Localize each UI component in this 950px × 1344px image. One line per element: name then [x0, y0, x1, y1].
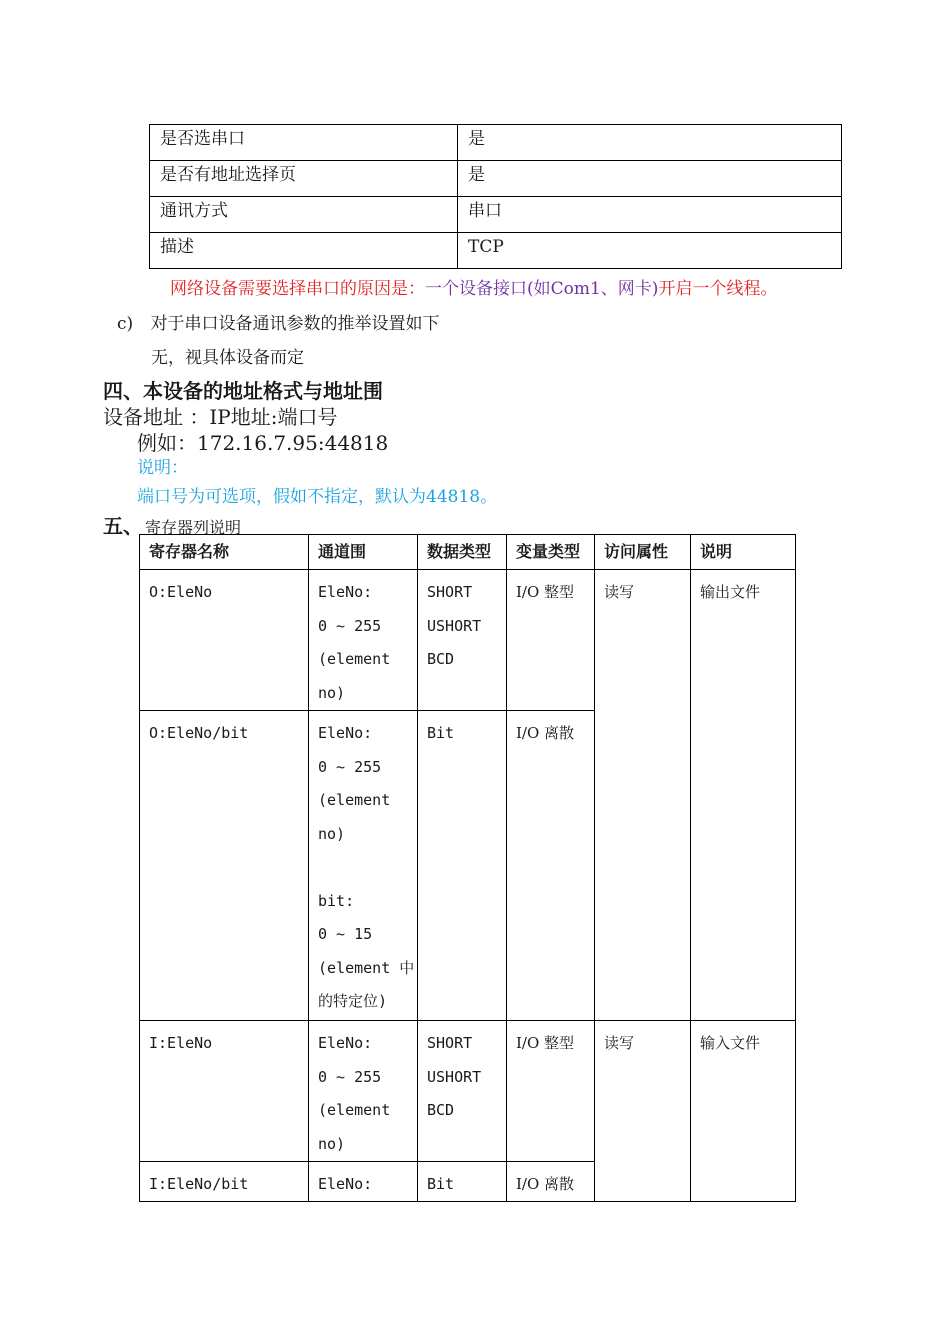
data-type: Bit [418, 1162, 507, 1202]
register-name: I:EleNo [140, 1021, 309, 1162]
section-c-sub: 无，视具体设备而定 [151, 348, 304, 368]
table-row [150, 161, 842, 197]
note-text-red-end: 开启一个线程。 [658, 279, 778, 299]
data-type: SHORT USHORT BCD [418, 1021, 507, 1162]
property-value: 是 [458, 125, 842, 161]
explain-label: 说明： [137, 458, 188, 478]
register-description: 输入文件 [691, 1021, 796, 1202]
property-key: 通讯方式 [150, 197, 458, 233]
table-row [150, 125, 842, 161]
explain-text: 端口号为可选项，假如不指定，默认为44818。 [137, 487, 498, 507]
variable-type: I/O 离散 [507, 711, 595, 1021]
address-example: 例如：172.16.7.95:44818 [137, 431, 389, 455]
channel-range: EleNo: 0 ~ 255 (element no) bit: 0 ~ 15 (element 中 的特定位) [309, 711, 418, 1021]
register-name: O:EleNo/bit [140, 711, 309, 1021]
section-c-line [117, 309, 440, 334]
variable-type: I/O 离散 [507, 1162, 595, 1202]
address-format: 设备地址 ：IP地址:端口号 [103, 405, 338, 429]
serial-port-note [170, 274, 777, 299]
property-value: 串口 [458, 197, 842, 233]
property-key: 是否选串口 [150, 125, 458, 161]
variable-type: I/O 整型 [507, 570, 595, 711]
table-row [150, 197, 842, 233]
register-description: 输出文件 [691, 570, 796, 1021]
section-5-title: 寄存器列说明 [145, 518, 242, 537]
column-header: 通道围 [309, 535, 418, 570]
register-name: I:EleNo/bit [140, 1162, 309, 1202]
column-header: 变量类型 [507, 535, 595, 570]
table-header-row [140, 535, 796, 570]
device-property-table [149, 124, 842, 269]
property-key: 描述 [150, 233, 458, 269]
channel-range: EleNo: [309, 1162, 418, 1202]
property-value: 是 [458, 161, 842, 197]
section-c-label: c) [117, 314, 134, 334]
register-table [139, 534, 796, 1202]
variable-type: I/O 整型 [507, 1021, 595, 1162]
table-row [140, 1021, 796, 1162]
column-header: 说明 [691, 535, 796, 570]
table-row [150, 233, 842, 269]
register-name: O:EleNo [140, 570, 309, 711]
section-4-heading: 四、本设备的地址格式与地址围 [103, 379, 383, 403]
data-type: SHORT USHORT BCD [418, 570, 507, 711]
column-header: 访问属性 [595, 535, 691, 570]
property-value: TCP [458, 233, 842, 269]
channel-range: EleNo: 0 ~ 255 (element no) [309, 570, 418, 711]
access-attribute: 读写 [595, 570, 691, 1021]
data-type: Bit [418, 711, 507, 1021]
section-c-text: 对于串口设备通讯参数的推举设置如下 [150, 314, 440, 334]
section-5-number: 五、 [103, 514, 143, 538]
note-text-red: 网络设备需要选择串口的原因是： [170, 279, 425, 299]
table-row [140, 570, 796, 711]
column-header: 数据类型 [418, 535, 507, 570]
access-attribute: 读写 [595, 1021, 691, 1202]
column-header: 寄存器名称 [140, 535, 309, 570]
property-key: 是否有地址选择页 [150, 161, 458, 197]
channel-range: EleNo: 0 ~ 255 (element no) [309, 1021, 418, 1162]
note-text-purple: 一个设备接口(如Com1、网卡) [425, 279, 659, 299]
